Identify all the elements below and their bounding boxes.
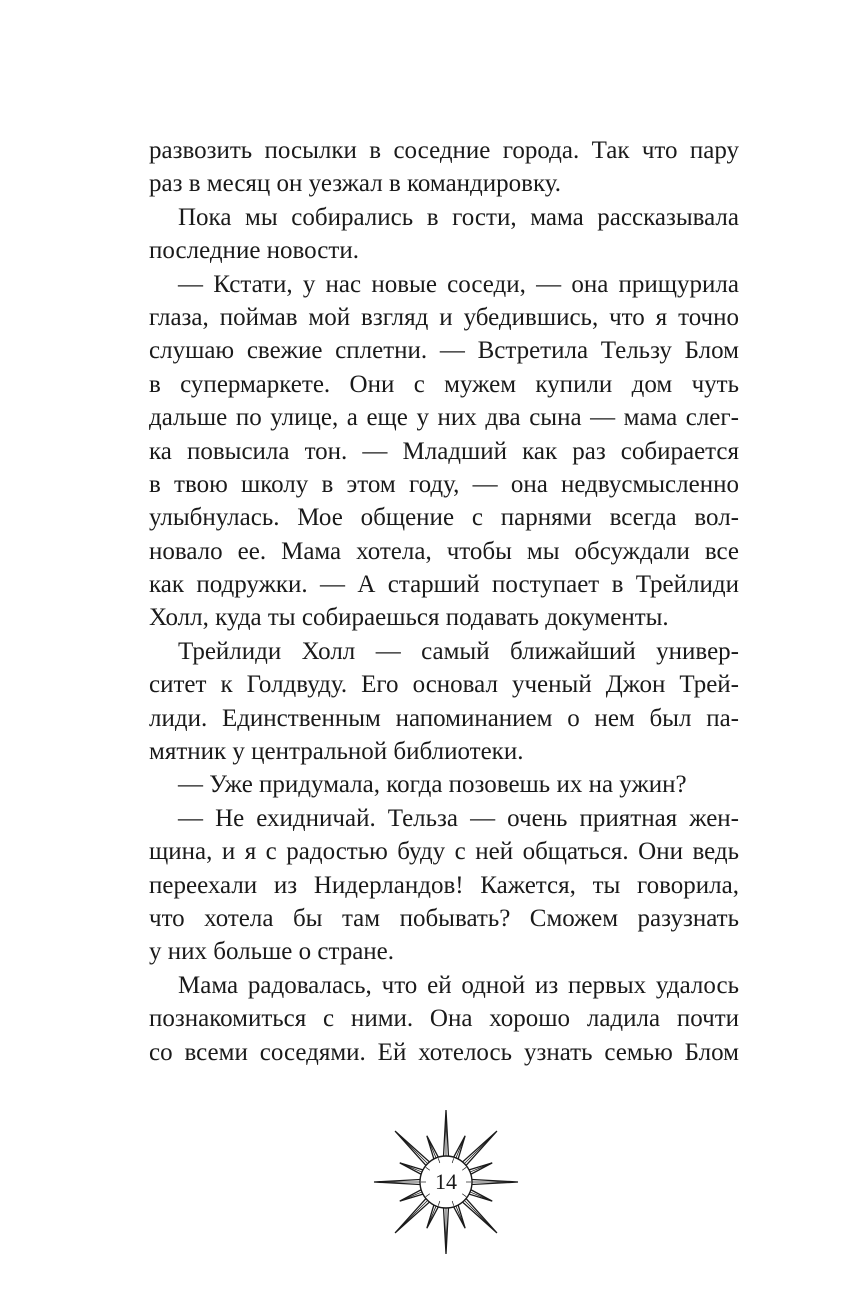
text-line: ка повысила тон. — Младший как раз собирается [149,437,739,465]
star-ray-line [395,1199,429,1233]
text-line: раз в месяц он уезжал в командировку. [149,170,561,198]
text-line: щина, и я с радостью буду с ней общаться. Они ведь [149,838,739,866]
text-line: Мама радовалась, что ей одной из первых удалось [178,971,739,999]
star-ray-line [455,1136,465,1160]
text-line: переехали из Нидерландов! Кажется, ты говорила, [149,871,739,899]
text-line: у них больше о стране. [149,938,395,966]
text-line: со всеми соседями. Ей хотелось узнать семью Блом [149,1038,739,1066]
star-ray-line [427,1136,437,1160]
text-line: новало ее. Мама хотела, чтобы мы обсуждали все [149,537,739,565]
star-ray-line [455,1204,465,1228]
text-line: развозить посылки в соседние города. Так что пару [149,137,739,164]
text-line: — Кстати, у нас новые соседи, — она прищурила [178,270,739,298]
star-ray-line [463,1131,497,1165]
body-text [149,134,739,1069]
text-line: Холл, куда ты собираешься подавать документы. [149,604,669,632]
text-line: ситет к Голдвуду. Его основал ученый Джон Трей- [149,671,739,699]
text-line: Трейлиди Холл — самый ближайший универ- [178,637,739,665]
star-ray-line [427,1204,437,1228]
page-number-ornament [371,1107,521,1257]
page-number: 14 [435,1169,457,1194]
text-line: как подружки. — А старший поступает в Трейлиди [149,571,739,599]
text-line: — Не ехидничай. Тельза — очень приятная жен- [178,804,739,832]
text-line: — Уже придумала, когда позовешь их на ужин? [178,771,687,799]
text-line: слушаю свежие сплетни. — Встретила Тельзу Блом [149,337,739,365]
star-ray-line [395,1131,429,1165]
text-line: что хотела бы там побывать? Сможем разузнать [149,904,739,932]
text-line: познакомиться с ними. Она хорошо ладила почти [149,1005,739,1033]
text-line: последние новости. [149,237,359,265]
text-line: глаза, поймав мой взгляд и убедившись, что я точно [149,303,739,331]
text-line: лиди. Единственным напоминанием о нем был па- [149,704,739,732]
text-line: улыбнулась. Мое общение с парнями всегда вол- [149,504,739,532]
text-line: в супермаркете. Они с мужем купили дом чуть [149,370,739,398]
text-line: Пока мы собирались в гости, мама рассказывала [178,203,739,231]
text-line: мятник у центральной библиотеки. [149,738,524,766]
text-line: дальше по улице, а еще у них два сына — мама слег- [149,404,739,432]
star-ray-line [463,1199,497,1233]
text-line: в твою школу в этом году, — она недвусмысленно [149,470,739,498]
